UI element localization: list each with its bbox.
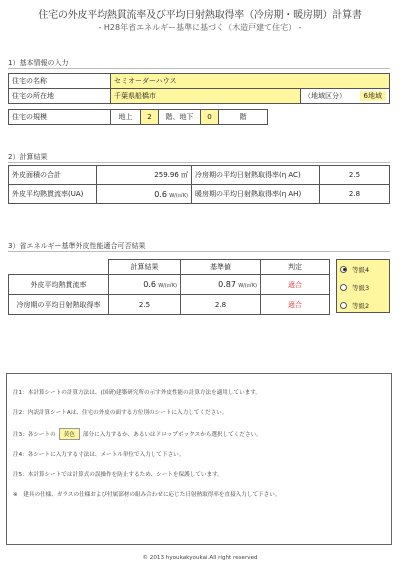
grade-option-4[interactable] (337, 260, 389, 278)
divider (8, 251, 390, 252)
ua-label: 外皮平均熱貫流率(UA) (9, 185, 97, 204)
area-value: 259.96 ㎡ (97, 166, 192, 185)
radio-checked-icon[interactable] (340, 266, 347, 273)
above-floors-field[interactable]: 2 (141, 110, 159, 125)
location-field[interactable]: 千葉県船橋市 (111, 89, 301, 104)
row1-std-cell (181, 275, 261, 295)
note-1: 注1：本計算シートの計算方法は、(国研)建築研究所の示す外皮性能の計算方法を適用しています。 (13, 390, 262, 396)
notes-box (6, 373, 392, 545)
note-3-part-c: 部分に入力するか、あるいはドロップボックスから選択してください。 (82, 432, 262, 438)
grade-option-3[interactable] (337, 278, 389, 296)
heat-value: 2.8 (320, 185, 390, 204)
grade-label: 等級4 (352, 265, 370, 274)
row2-std: 2.8 (181, 295, 261, 315)
location-label: 住宅の所在地 (9, 89, 111, 104)
scale-label: 住宅の規模 (9, 110, 111, 125)
compliance-table (8, 259, 330, 315)
section1-heading: 1）基本情報の入力 (8, 59, 69, 67)
row1-calc-unit: W/(㎡K) (158, 283, 177, 289)
copyright-footer: © 2013 hyoukakyoukai.All right reserved (142, 555, 258, 561)
radio-unchecked-icon[interactable] (340, 302, 347, 309)
row1-calc: 0.6 (143, 280, 156, 289)
row1-std-unit: W/(㎡K) (238, 283, 257, 289)
page-title: 住宅の外皮平均熱貫流率及び平均日射熱取得率（冷房期・暖房期）計算書 (38, 10, 362, 21)
radio-unchecked-icon[interactable] (340, 284, 347, 291)
basic-info-table (8, 73, 390, 104)
heat-label: 暖房期の平均日射熱取得率(η AH) (192, 185, 320, 204)
name-field[interactable]: セミオーダーハウス (111, 74, 390, 89)
scale-table (8, 109, 268, 125)
ua-value: 0.6 (154, 189, 167, 199)
grade-label: 等級3 (352, 283, 370, 292)
blank-corner (9, 260, 109, 275)
row1-judge: 適合 (261, 275, 330, 295)
below-label: 階、地下 (159, 110, 201, 125)
row2-calc: 2.5 (109, 295, 181, 315)
results-table (8, 165, 390, 204)
grade-label: 等級2 (352, 301, 370, 310)
ua-cell (97, 185, 192, 204)
row2-judge: 適合 (261, 295, 330, 315)
grade-radio-group (336, 259, 390, 313)
col-judge: 判定 (261, 260, 330, 275)
row2-label: 冷房期の平均日射熱取得率 (9, 295, 109, 315)
cool-label: 冷房期の平均日射熱取得率(η AC) (192, 166, 320, 185)
note-4: 注4：各シートに入力する寸法は、メートル単位で入力して下さい。 (13, 452, 185, 458)
yellow-swatch: 黄色 (59, 428, 80, 440)
above-label: 地上 (111, 110, 141, 125)
ua-unit: W/(㎡K) (169, 192, 188, 199)
note-3-part-a: 注3：各シートの (13, 432, 56, 438)
note-3 (13, 428, 262, 440)
section2-heading: 2）計算結果 (8, 153, 48, 161)
row1-label: 外皮平均熱貫流率 (9, 275, 109, 295)
below-floors-field[interactable]: 0 (201, 110, 219, 125)
row1-std: 0.87 (218, 280, 236, 289)
floor-unit: 階 (219, 110, 268, 125)
region-cell (301, 89, 390, 104)
col-calc: 計算結果 (109, 260, 181, 275)
note-2: 注2：内訳計算シートAは、住宅の外皮の面する方位別のシートに入力してください。 (13, 410, 228, 416)
divider (8, 68, 390, 69)
divider (8, 162, 390, 163)
note-6: ※ 建具の仕様、ガラスの仕様および付属部材の組み合わせに応じた日射熱取得率を直接入力して下さい。 (13, 492, 281, 498)
name-label: 住宅の名称 (9, 74, 111, 89)
region-label: （地域区分） (304, 92, 346, 100)
page-subtitle: - H28年省エネルギー基準に基づく（木造戸建て住宅） - (98, 23, 302, 32)
region-field[interactable]: 6地域 (360, 91, 386, 101)
area-label: 外皮面積の合計 (9, 166, 97, 185)
row1-calc-cell (109, 275, 181, 295)
cool-value: 2.5 (320, 166, 390, 185)
grade-option-2[interactable] (337, 296, 389, 314)
note-5: 注5：本計算シートでは計算式の誤操作を防止するため、シートを保護しています。 (13, 472, 223, 478)
section3-heading: 3）省エネルギー基準外皮性能適合可否結果 (8, 242, 146, 250)
col-std: 基準値 (181, 260, 261, 275)
